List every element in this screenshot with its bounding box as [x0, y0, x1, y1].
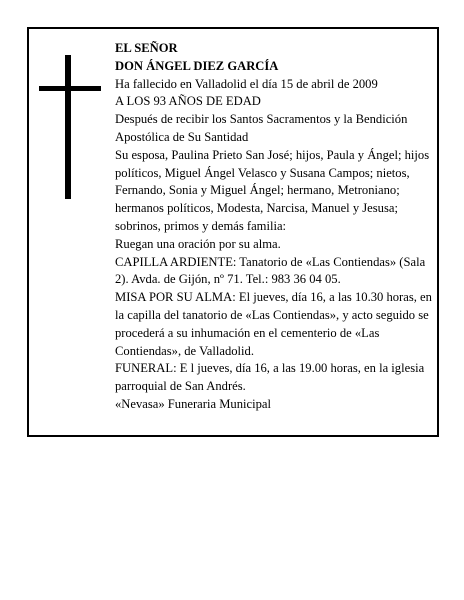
family-paragraph: Su esposa, Paulina Prieto San José; hijos, Paula y Ángel; hijos políticos, Miguel Ángel Velasco y Susana Campos; nietos, Fernando, Sonia y Miguel Ángel; hermano, Metroniano; hermanos políticos, Modesta, Narcisa, Manuel y Jesusa; sobrinos, primos y demás familia: [115, 147, 430, 233]
cross-vertical-bar [65, 55, 71, 199]
cross-icon [39, 55, 101, 199]
obituary-notice [27, 27, 439, 437]
funeral-paragraph: FUNERAL: E l jueves, día 16, a las 19.00 horas, en la iglesia parroquial de San Andrés. [115, 361, 425, 394]
cross-horizontal-bar [39, 86, 101, 91]
prayer-line: Ruegan una oración por su alma. [115, 236, 281, 251]
sacraments-paragraph: Después de recibir los Santos Sacramentos y la Bendición Apostólica de Su Santidad [115, 112, 408, 144]
mass-paragraph: MISA POR SU ALMA: El jueves, día 16, a las 10.30 horas, en la capilla del tanatorio de «Las Contiendas», y acto seguido se procederá a su inhumación en el cementerio de «Las Contiendas», de Valladolid. [115, 290, 432, 358]
title-line-1: EL SEÑOR [115, 41, 178, 55]
obituary-text [115, 40, 437, 414]
age-line: A LOS 93 AÑOS DE EDAD [115, 94, 261, 109]
death-announcement: Ha fallecido en Valladolid el día 15 de abril de 2009 [115, 76, 378, 91]
chapel-paragraph: CAPILLA ARDIENTE: Tanatorio de «Las Contiendas» (Sala 2). Avda. de Gijón, nº 71. Tel.: 983 36 04 05. [115, 254, 426, 287]
funeral-home-line: «Nevasa» Funeraria Municipal [115, 396, 271, 411]
deceased-name: DON ÁNGEL DIEZ GARCÍA [115, 58, 279, 73]
